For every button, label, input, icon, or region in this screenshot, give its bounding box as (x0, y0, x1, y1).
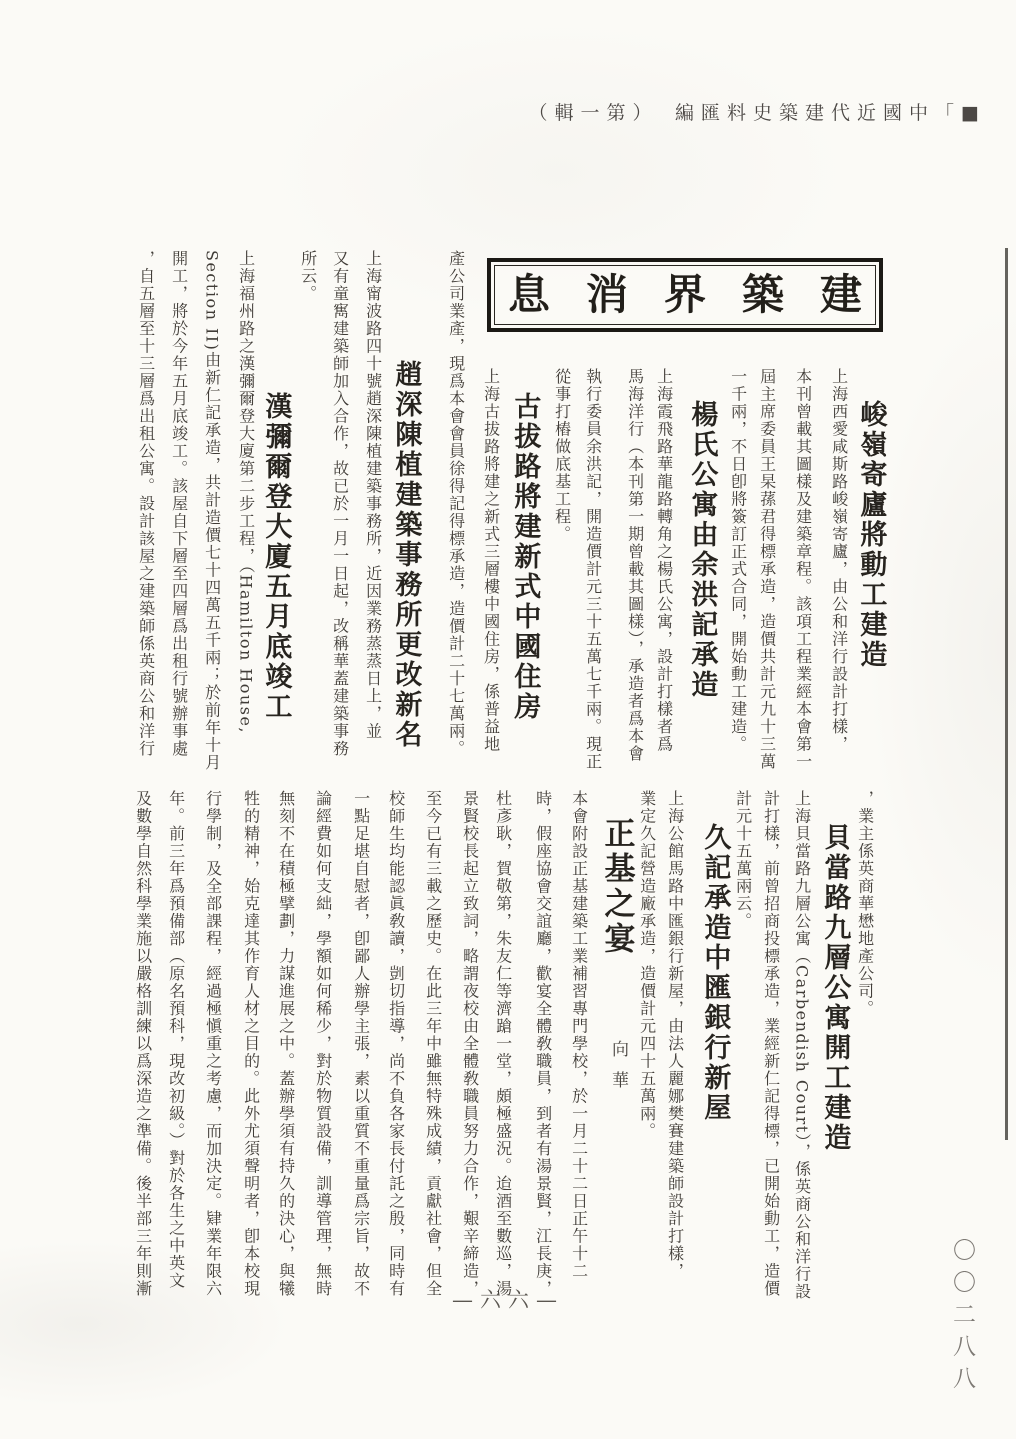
article-1-title: 峻嶺寄廬將動工建造 (855, 400, 887, 670)
article-5-title: 漢彌爾登大廈五月底竣工 (260, 392, 292, 722)
article-2-title: 楊氏公寓由余洪記承造 (686, 400, 718, 700)
article-column: 及數學自然科學業施以嚴格訓練以爲深造之準備。後半部三年則漸 (133, 790, 153, 1298)
article-column: 上海甯波路四十號趙深陳植建築事務所，近因業務蒸蒸日上，並 (363, 250, 383, 740)
article-column: ，業主係英商華懋地產公司。 (855, 790, 875, 1018)
article-column: 上海貝當路九層公寓（Carbendish Court），係英商公和洋行設 (792, 790, 812, 1301)
article-column: 一千兩，不日卽將簽訂正式合同，開始動工建造。 (728, 368, 748, 753)
article-column: 上海霞飛路華龍路轉角之楊氏公寓，設計打樣者爲 (654, 368, 674, 753)
running-head: （輯一第） 編匯料史築建代近國中「■ (528, 102, 986, 124)
article-column: 從事打樁做底基工程。 (552, 368, 572, 543)
scan-edge-line (1005, 248, 1008, 1140)
article-column: 一點足堪自慰者，卽鄙人辦學主張，素以重質不重量爲宗旨，故不 (351, 790, 371, 1298)
article-column: 計打樣，前曾招商投標承造，業經新仁記得標，已開始動工，造價 (761, 790, 781, 1298)
article-column: 年。前三年爲預備部（原名預科，現改初級。）對於各生之中英文 (166, 790, 186, 1290)
article-column: 時，假座協會交誼廳，歡宴全體敎職員，到者有湯景賢，江長庚， (533, 790, 553, 1298)
article-column: Section II)由新仁記承造，共計造價七十四萬五千兩；於前年十月 (202, 250, 222, 772)
section-title-inner-frame (494, 265, 898, 325)
article-column: 至今已有三載之歷史。在此三年中雖無特殊成績，貢獻社會，但全 (423, 790, 443, 1298)
article-column: 校師生均能認眞敎讀，剴切指導，尚不負各家長付託之殷，同時有 (386, 790, 406, 1298)
article-8-title: 正基之宴 (598, 817, 635, 957)
article-column: 上海古拔路將建之新式三層樓中國住房，係普益地 (481, 368, 501, 753)
article-column: 所云。 (298, 250, 318, 303)
article-8-author: 向華 (608, 1040, 628, 1102)
article-column: 馬海洋行（本刊第一期曾載其圖樣），承造者爲本會 (625, 368, 645, 763)
section-title: 息消界築建 (507, 270, 898, 319)
article-column: 計元十五萬兩云。 (733, 790, 753, 930)
article-column: 本會附設正基建築工業補習專門學校，於一月二十二日正午十二 (569, 790, 589, 1280)
article-3-title: 古拔路將建新式中國住房 (509, 392, 541, 722)
article-column: 屆主席委員王杲蓀君得標承造，造價共計元九十三萬 (757, 368, 777, 771)
article-7-title: 久記承造中匯銀行新屋 (699, 823, 731, 1123)
footer-page-number: —六六— (452, 1288, 564, 1312)
article-column: 牲的精神，始克達其作育人材之目的。此外尤須聲明者，卽本校現 (241, 790, 261, 1298)
article-column: 上海福州路之漢彌爾登大廈第二步工程，（Hamilton House, (236, 250, 256, 735)
article-column: 執行委員余洪記，開造價計元三十五萬七千兩。現正 (583, 368, 603, 771)
article-column: 開工，將於今年五月底竣工。該屋自下層至四層爲出租行號辦事處 (169, 250, 189, 758)
article-column: 業定久記營造廠承造，造價計元四十五萬兩。 (637, 790, 657, 1140)
article-column: 上海西愛咸斯路峻嶺寄廬，由公和洋行設計打樣， (829, 368, 849, 753)
side-catalog-number: 〇〇二八八 (949, 1238, 975, 1398)
article-6-title: 貝當路九層公寓開工建造 (819, 823, 851, 1153)
section-title-box (487, 258, 898, 332)
article-column: 產公司業產，現爲本會會員徐得記得標承造，造價計二十七萬兩。 (446, 250, 466, 758)
article-column: 論經費如何支絀，學額如何稀少，對於物質設備，訓導管理，無時 (313, 790, 333, 1298)
article-column: 行學制，及全部課程，經過極愼重之考慮，而加決定。肄業年限六 (203, 790, 223, 1298)
article-column: 杜彥耿，賀敬第，朱友仁等濟蹌一堂，頗極盛況。迨酒至數巡，湯 (493, 790, 513, 1298)
article-column: 景賢校長起立致詞，略謂夜校由全體敎職員努力合作，艱辛締造， (460, 790, 480, 1298)
article-column: 上海公館馬路中匯銀行新屋，由法人麗娜樊賽建築師設計打樣， (665, 790, 685, 1280)
article-column: 又有童寯建築師加入合作，故已於一月一日起，改稱華蓋建築事務 (330, 250, 350, 758)
article-column: ，自五層至十三層爲出租公寓。設計該屋之建築師係英商公和洋行 (136, 250, 156, 758)
article-column: 無刻不在積極擘劃，力謀進展之中。蓋辦學須有持久的決心，與犧 (276, 790, 296, 1298)
article-column: 本刊曾載其圖樣及建築章程。該項工程業經本會第一 (793, 368, 813, 771)
article-4-title: 趙深陳植建築事務所更改新名 (390, 360, 422, 750)
